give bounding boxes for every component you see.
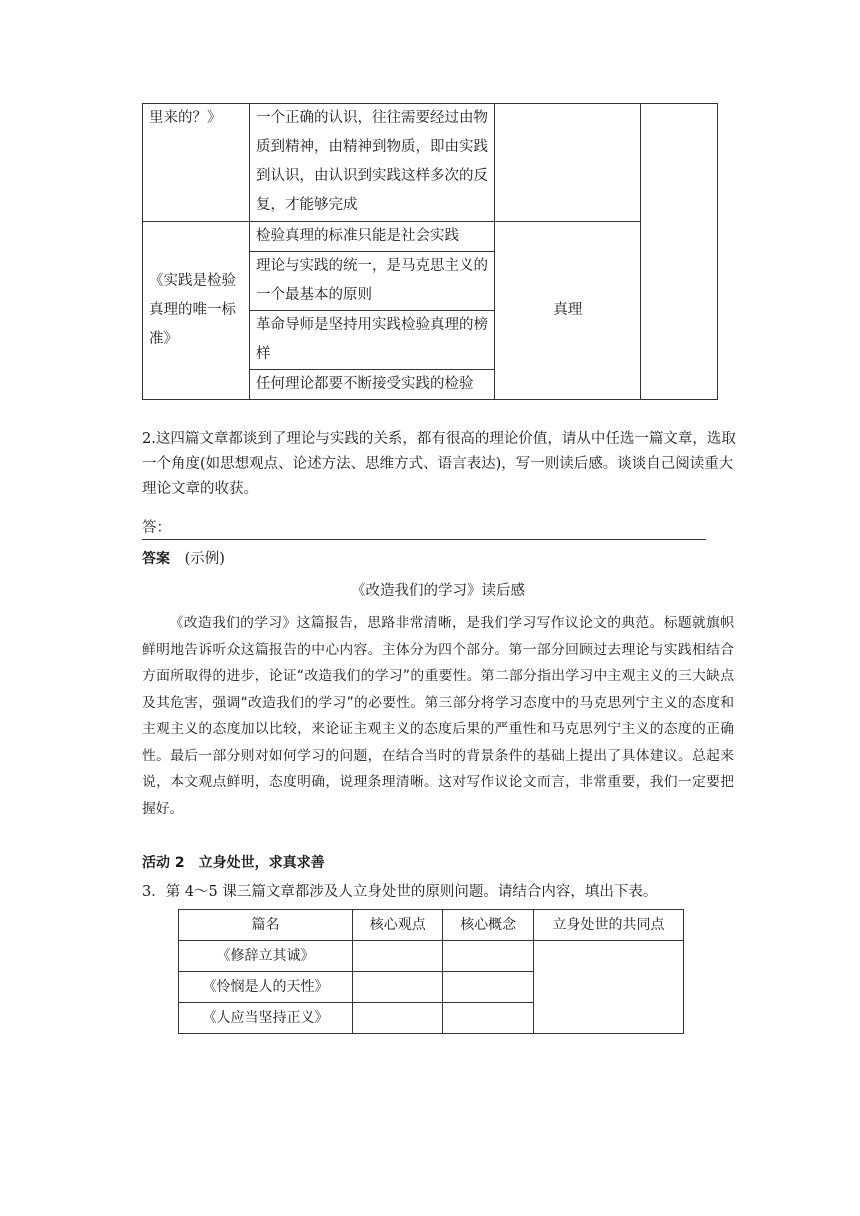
article-name: 《人应当坚持正义》 (179, 1003, 353, 1034)
table-row (143, 222, 718, 400)
points-list (250, 222, 494, 399)
table-cell (495, 222, 641, 400)
question-text: 2.这四篇文章都谈到了理论与实践的关系，都有很高的理论价值，请从中任选一篇文章，选取一个角度(如思想观点、论述方法、思维方式、语言表达)，写一则读后感。谈谈自己阅读重大理论文章的收获。 (142, 431, 736, 497)
table-row (143, 104, 718, 222)
list-item: 检验真理的标准只能是社会实践 (250, 222, 494, 252)
article-name: 《修辞立其诚》 (179, 941, 353, 972)
answer-prefix: 答： (142, 520, 171, 536)
core-concept: 真理 (553, 302, 583, 318)
answer-line[interactable] (142, 517, 706, 540)
table-cell (143, 104, 250, 222)
blank-cell[interactable] (533, 941, 683, 1034)
header-cell: 篇名 (179, 910, 353, 941)
blank-cell[interactable] (352, 941, 442, 972)
blank-cell[interactable] (443, 941, 533, 972)
activity-title: 活动 2 立身处世，求真求善 (142, 855, 325, 871)
principles-table (178, 909, 684, 1034)
list-item: 革命导师是坚持用实践检验真理的榜样 (250, 311, 494, 370)
essay-body: 《改造我们的学习》这篇报告，思路非常清晰，是我们学习写作议论文的典范。标题就旗帜鲜明地告诉听众这篇报告的中心内容。主体分为四个部分。第一部分回顾过去理论与实践相结合方面所取得的进步，论证“改造我们的学习”的重要性。第二部分指出学习中主观主义的三大缺点及其危害，强调“改造我们的学习”的必要性。第三部分将学习态度中的马克思列宁主义的态度和主观主义的态度加以比较，来论证主观主义的态度后果的严重性和马克思列宁主义的态度的正确性。最后一部分则对如何学习的问题，在结合当时的背景条件的基础上提出了具体建议。总起来说，本文观点鲜明，态度明确，说理条理清晰。这对写作议论文而言，非常重要，我们一定要把握好。 (142, 615, 734, 817)
article-title: 《实践是检验真理的唯一标准》 (149, 273, 236, 347)
blank-cell[interactable] (352, 972, 442, 1003)
answer-note: (示例) (184, 551, 225, 567)
table-cell (143, 222, 250, 400)
table-header-row (179, 910, 684, 941)
blank-cell[interactable] (443, 1003, 533, 1034)
practice-truth-table (142, 103, 718, 400)
header-cell: 核心概念 (443, 910, 533, 941)
table-cell (250, 104, 495, 222)
header-cell: 立身处世的共同点 (533, 910, 683, 941)
table-cell (641, 104, 718, 400)
list-item: 任何理论都要不断接受实践的检验 (256, 376, 474, 392)
essay-title: 《改造我们的学习》读后感 (351, 583, 525, 599)
question-3: 3．第 4～5 课三篇文章都涉及人立身处世的原则问题。请结合内容，填出下表。 (142, 884, 658, 900)
question-2 (142, 427, 742, 502)
blank-cell[interactable] (352, 1003, 442, 1034)
table-cell (250, 222, 495, 400)
table-row (179, 941, 684, 972)
answer-header (142, 548, 225, 570)
list-item: 理论与实践的统一，是马克思主义的一个最基本的原则 (250, 252, 494, 311)
answer-label: 答案 (142, 551, 170, 567)
article-title: 里来的？》 (149, 110, 222, 126)
article-name: 《怜悯是人的天性》 (179, 972, 353, 1003)
blank-cell[interactable] (443, 972, 533, 1003)
core-point: 一个正确的认识，往往需要经过由物质到精神，由精神到物质，即由实践到认识，由认识到实践这样多次的反复，才能够完成 (256, 110, 489, 213)
table-cell (495, 104, 641, 222)
header-cell: 核心观点 (352, 910, 442, 941)
